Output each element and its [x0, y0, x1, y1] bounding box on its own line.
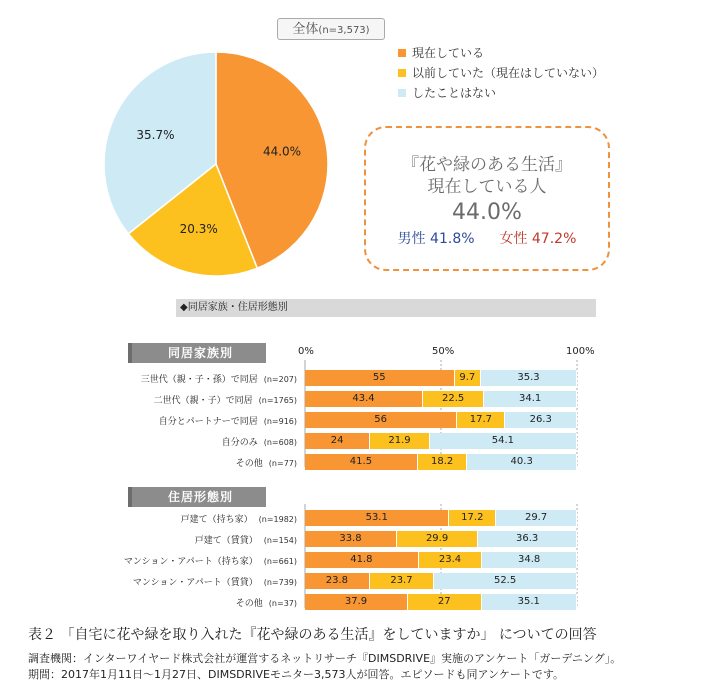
- bar-segment-current: 41.5: [305, 454, 418, 470]
- bar-segment-never: 35.3: [481, 370, 577, 386]
- bar-segment-before: 18.2: [418, 454, 468, 470]
- row-n: (n=154): [263, 536, 297, 545]
- legend-label-never: したことはない: [412, 86, 497, 100]
- bar-segment-before: 21.9: [370, 433, 430, 449]
- group-header-family: 同居家族別: [128, 343, 266, 363]
- row-label: [159, 414, 297, 427]
- bar-segment-current: 53.1: [305, 510, 449, 526]
- row-label: [236, 456, 297, 469]
- row-label: [154, 393, 297, 406]
- footnote-period: 期間：2017年1月11日～1月27日、DIMSDRIVEモニター3,573人が回答。エピソードも同アンケートです。: [28, 668, 564, 681]
- pie-slice-never-label: 35.7%: [136, 127, 175, 142]
- row-label: [222, 435, 297, 448]
- row-label-text: 戸建て（賃貸）: [194, 536, 258, 546]
- row-label-text: 自分のみ: [221, 438, 258, 448]
- bar-segment-never: 35.1: [482, 594, 577, 610]
- axis-tick-100: 100%: [566, 346, 595, 357]
- pie-slice-before-label: 20.3%: [179, 221, 218, 236]
- row-label-text: マンション・アパート（賃貸）: [132, 578, 258, 588]
- bar-segment-current: 37.9: [305, 594, 408, 610]
- bar-segment-current: 33.8: [305, 531, 397, 547]
- row-n: (n=207): [263, 375, 297, 384]
- bar-segment-never: 26.3: [505, 412, 577, 428]
- group-header-housing: 住居形態別: [128, 487, 266, 507]
- row-label: [141, 372, 297, 385]
- bar-segment-never: 40.3: [467, 454, 577, 470]
- bar-segment-never: 54.1: [430, 433, 577, 449]
- callout-value: 44.0%: [452, 200, 522, 225]
- bar-segment-current: 55: [305, 370, 455, 386]
- row-label-text: 戸建て（持ち家）: [180, 515, 253, 525]
- row-n: (n=1765): [258, 396, 297, 405]
- bar-segment-before: 9.7: [455, 370, 481, 386]
- bar-segment-before: 23.4: [419, 552, 483, 568]
- callout-line1: 『花や緑のある生活』: [402, 155, 572, 175]
- row-label: [181, 512, 297, 525]
- axis-tick-0: 0%: [298, 346, 314, 357]
- section-header: ◆同居家族・住居形態別: [176, 299, 596, 317]
- bar-segment-before: 17.7: [457, 412, 505, 428]
- bar-segment-before: 23.7: [370, 573, 434, 589]
- bar-segment-never: 29.7: [496, 510, 577, 526]
- callout-line2: 現在している人: [427, 177, 547, 197]
- footnote-source: 調査機関：インターワイヤード株式会社が運営するネットリサーチ『DIMSDRIVE』実施のアンケート「ガーデニング」。: [28, 652, 622, 665]
- bar-segment-current: 41.8: [305, 552, 419, 568]
- bar-segment-never: 36.3: [478, 531, 577, 547]
- row-label-text: マンション・アパート（持ち家）: [123, 557, 258, 567]
- bar-segment-before: 22.5: [423, 391, 484, 407]
- row-label: [124, 554, 297, 567]
- row-label-text: 三世代（親・子・孫）で同居: [140, 375, 258, 385]
- row-label-text: その他: [235, 459, 263, 469]
- row-n: (n=661): [263, 557, 297, 566]
- bar-segment-current: 24: [305, 433, 370, 449]
- pie-title-main: 全体: [292, 22, 319, 37]
- row-n: (n=916): [263, 417, 297, 426]
- row-label: [236, 596, 297, 609]
- bar-segment-never: 34.1: [484, 391, 577, 407]
- row-n: (n=608): [263, 438, 297, 447]
- callout-male: 男性 41.8%: [397, 231, 475, 247]
- legend-label-before: 以前していた（現在はしていない）: [412, 66, 605, 80]
- legend-label-current: 現在している: [412, 46, 485, 60]
- bar-segment-never: 34.8: [482, 552, 577, 568]
- row-label: [195, 533, 297, 546]
- axis-tick-50: 50%: [432, 346, 455, 357]
- row-label: [133, 575, 297, 588]
- row-n: (n=1982): [258, 515, 297, 524]
- row-label-text: 自分とパートナーで同居: [158, 417, 258, 427]
- pie-title-sub: (n=3,573): [318, 25, 370, 36]
- row-label-text: 二世代（親・子）で同居: [153, 396, 253, 406]
- bar-segment-current: 56: [305, 412, 457, 428]
- bar-segment-current: 43.4: [305, 391, 423, 407]
- row-n: (n=739): [263, 578, 297, 587]
- bar-segment-before: 27: [408, 594, 481, 610]
- table-caption: 表２ 「自宅に花や緑を取り入れた『花や緑のある生活』をしていますか」 についての回答: [28, 627, 597, 643]
- bar-segment-never: 52.5: [434, 573, 577, 589]
- row-label-text: その他: [235, 599, 263, 609]
- pie-slice-current-label: 44.0%: [262, 144, 302, 159]
- row-n: (n=37): [268, 599, 297, 608]
- bar-segment-before: 17.2: [449, 510, 496, 526]
- callout-female: 女性 47.2%: [499, 231, 577, 247]
- bar-segment-before: 29.9: [397, 531, 478, 547]
- row-n: (n=77): [268, 459, 297, 468]
- bar-segment-current: 23.8: [305, 573, 370, 589]
